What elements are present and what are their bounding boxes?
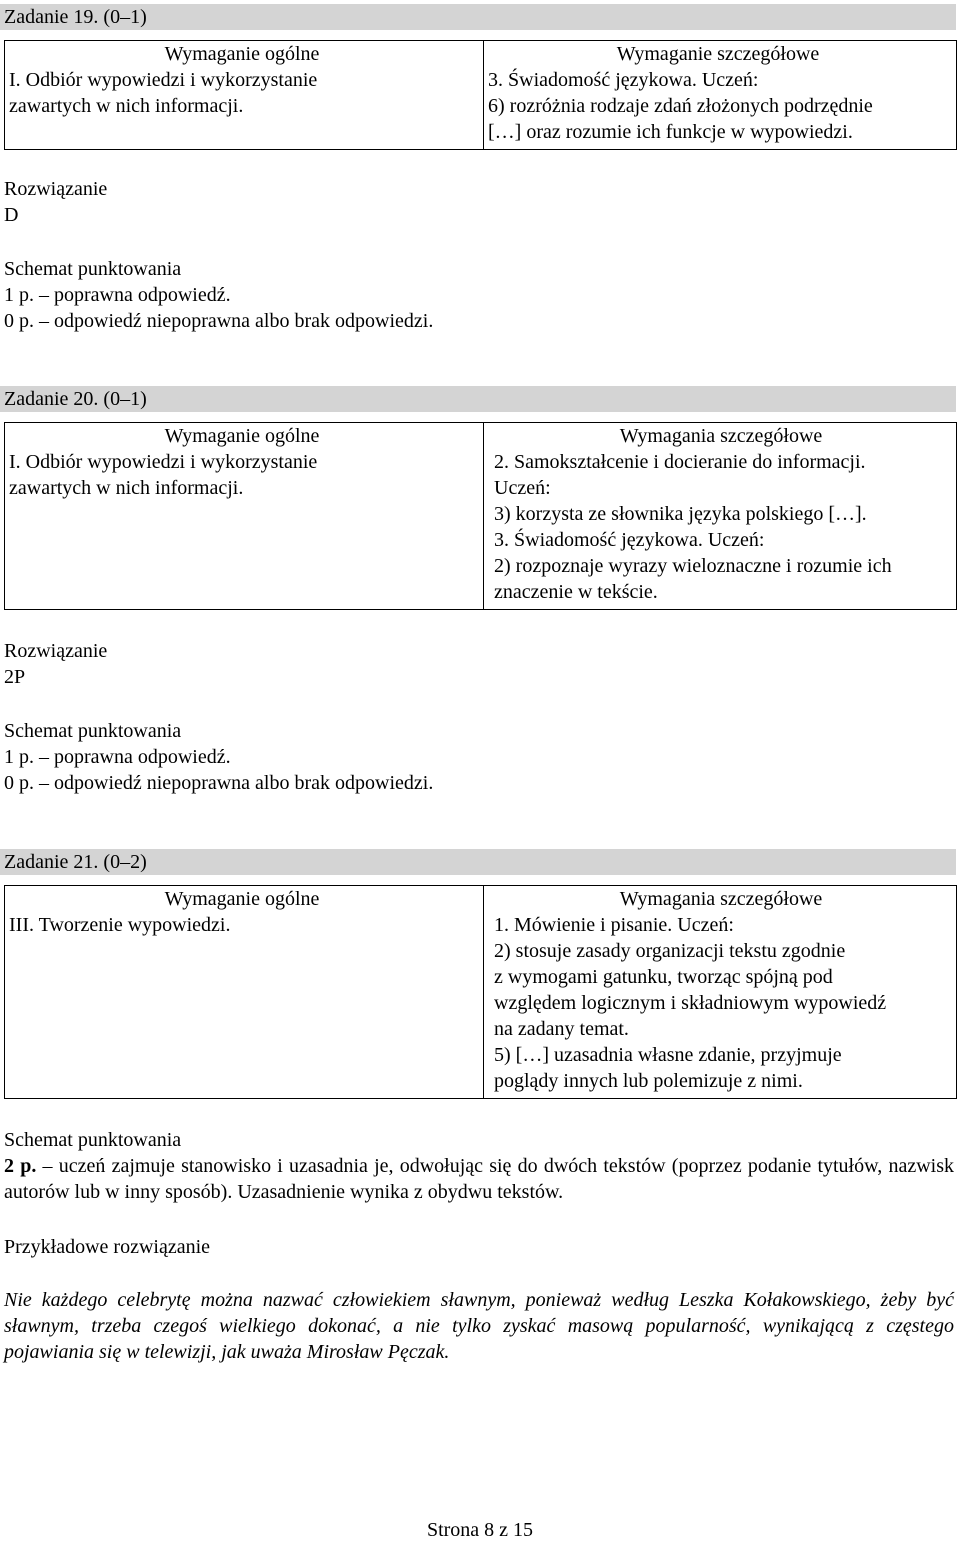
- task-20-scoring: [4, 718, 954, 796]
- general-requirement-header: Wymaganie ogólne: [164, 425, 320, 447]
- general-requirement-header: Wymaganie ogólne: [164, 888, 320, 910]
- scoring-line: 0 p. – odpowiedź niepoprawna albo brak odpowiedzi.: [4, 310, 434, 332]
- detailed-requirement-line: 2) rozpoznaje wyrazy wieloznaczne i rozumie ich: [494, 555, 892, 577]
- detailed-requirement-line: 2) stosuje zasady organizacji tekstu zgodnie: [494, 940, 846, 962]
- task-21-requirements-table: [4, 885, 957, 1099]
- scoring-description: [4, 1153, 954, 1205]
- solution-label: Rozwiązanie: [4, 640, 108, 662]
- task-21-general-cell: [5, 886, 484, 1099]
- detailed-requirement-header: Wymagania szczegółowe: [619, 888, 823, 910]
- task-19-scoring: [4, 256, 954, 334]
- page-number: Strona 8 z 15: [426, 1519, 534, 1541]
- detailed-requirement-line: 2. Samokształcenie i docieranie do informacji.: [494, 451, 866, 473]
- task-20-general-cell: [5, 423, 484, 610]
- task-19-title: Zadanie 19. (0–1): [0, 4, 956, 30]
- task-19-general-cell: [5, 41, 484, 150]
- scoring-line: 1 p. – poprawna odpowiedź.: [4, 746, 231, 768]
- detailed-requirement-line: względem logicznym i składniowym wypowiedź: [494, 992, 887, 1014]
- detailed-requirement-line: znaczenie w tekście.: [494, 581, 658, 603]
- task-19-requirements-table: [4, 40, 957, 150]
- scoring-line: 1 p. – poprawna odpowiedź.: [4, 284, 231, 306]
- detailed-requirement-line: poglądy innych lub polemizuje z nimi.: [494, 1070, 803, 1092]
- task-19-solution: [4, 176, 954, 228]
- task-21-example-text: Nie każdego celebrytę można nazwać człowiekiem sławnym, ponieważ według Leszka Kołakowskiego, żeby być sławnym, trzeba czegoś wielkiego dokonać, a nie tylko zyskać masową popularność, wynikającą z częstego pojawiania się w telewizji, jak uważa Mirosław Pęczak.: [4, 1289, 954, 1363]
- task-21-title: Zadanie 21. (0–2): [0, 849, 956, 875]
- task-21-example-label: Przykładowe rozwiązanie: [4, 1236, 211, 1258]
- detailed-requirement-line: 6) rozróżnia rodzaje zdań złożonych podrzędnie: [488, 95, 873, 117]
- general-requirement-line: III. Tworzenie wypowiedzi.: [9, 914, 231, 936]
- detailed-requirement-line: […] oraz rozumie ich funkcje w wypowiedzi.: [488, 121, 853, 143]
- scoring-label: Schemat punktowania: [4, 1129, 182, 1151]
- task-19-detail-cell: [484, 41, 957, 150]
- solution-label: Rozwiązanie: [4, 178, 108, 200]
- general-requirement-header: Wymaganie ogólne: [164, 43, 320, 65]
- task-20-title: Zadanie 20. (0–1): [0, 386, 956, 412]
- detailed-requirement-line: na zadany temat.: [494, 1018, 629, 1040]
- scoring-label: Schemat punktowania: [4, 258, 182, 280]
- detailed-requirement-header: Wymagania szczegółowe: [619, 425, 823, 447]
- solution-value: D: [4, 204, 19, 226]
- task-21-detail-cell: [484, 886, 957, 1099]
- scoring-line: 0 p. – odpowiedź niepoprawna albo brak odpowiedzi.: [4, 772, 434, 794]
- detailed-requirement-line: 3. Świadomość językowa. Uczeń:: [494, 529, 765, 551]
- detailed-requirement-line: 3. Świadomość językowa. Uczeń:: [488, 69, 759, 91]
- task-20-solution: [4, 638, 954, 690]
- solution-value: 2P: [4, 666, 26, 688]
- detailed-requirement-line: Uczeń:: [494, 477, 551, 499]
- detailed-requirement-header: Wymaganie szczegółowe: [616, 43, 820, 65]
- general-requirement-line: zawartych w nich informacji.: [9, 477, 244, 499]
- general-requirement-line: I. Odbiór wypowiedzi i wykorzystanie: [9, 69, 318, 91]
- general-requirement-line: I. Odbiór wypowiedzi i wykorzystanie: [9, 451, 318, 473]
- scoring-label: Schemat punktowania: [4, 720, 182, 742]
- detailed-requirement-line: 5) […] uzasadnia własne zdanie, przyjmuje: [494, 1044, 842, 1066]
- detailed-requirement-line: z wymogami gatunku, tworząc spójną pod: [494, 966, 833, 988]
- task-21-scoring: [4, 1127, 954, 1205]
- scoring-points: 2 p.: [4, 1155, 37, 1177]
- task-20-requirements-table: [4, 422, 957, 610]
- general-requirement-line: zawartych w nich informacji.: [9, 95, 244, 117]
- detailed-requirement-line: 1. Mówienie i pisanie. Uczeń:: [494, 914, 734, 936]
- detailed-requirement-line: 3) korzysta ze słownika języka polskiego […].: [494, 503, 867, 525]
- scoring-text: – uczeń zajmuje stanowisko i uzasadnia je, odwołując się do dwóch tekstów (poprzez podanie tytułów, nazwisk autorów lub w inny sposób). Uzasadnienie wynika z obydwu tekstów.: [4, 1155, 954, 1203]
- task-20-detail-cell: [484, 423, 957, 610]
